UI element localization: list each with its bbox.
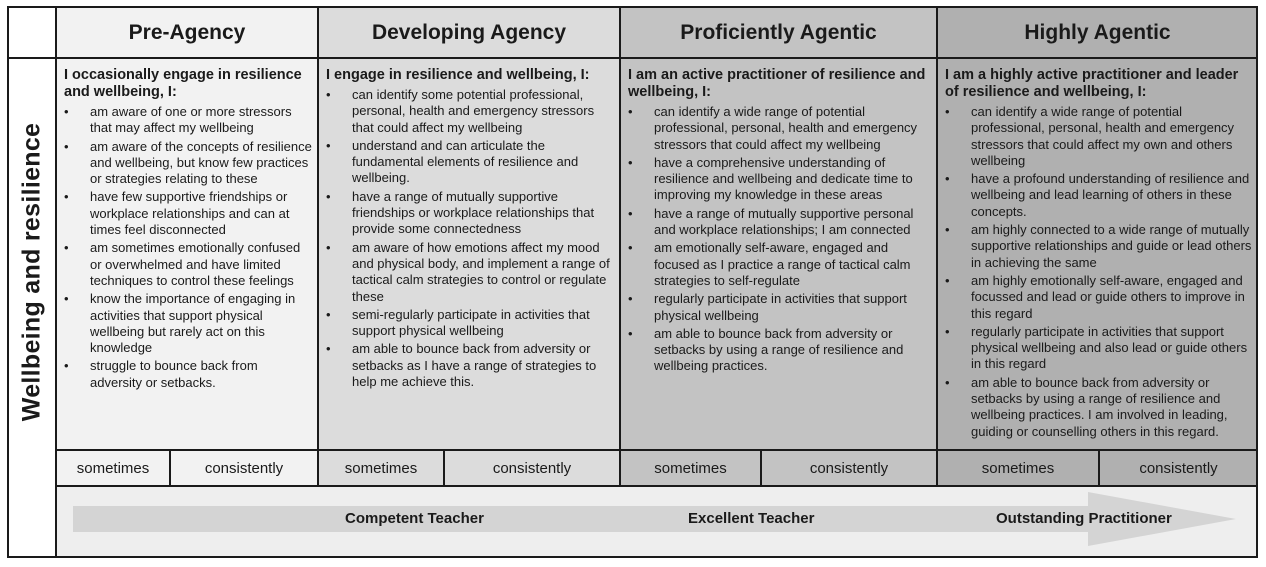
table-border <box>7 6 1258 558</box>
divider <box>56 449 1258 451</box>
heading-highly-agentic: Highly Agentic <box>1024 21 1171 44</box>
heading-developing-agency: Developing Agency <box>371 21 567 44</box>
freq-sometimes-col2: sometimes <box>344 459 418 477</box>
list-item: • am able to bounce back from adversity or setbacks by using a range of resilience and wellbeing practices. I am involved in leading, guiding or counselling others in this regard. <box>945 375 1252 440</box>
descriptor-lead: I am an active practitioner of resilience and wellbeing, I: <box>628 67 926 100</box>
divider <box>1098 450 1100 486</box>
heading-proficiently-agentic: Proficiently Agentic <box>680 21 877 44</box>
list-item: • am aware of the concepts of resilience and wellbeing, but know few practices or strategies relating to these <box>64 139 312 188</box>
list-item: • know the importance of engaging in activities that support physical wellbeing but rarely act on this knowledge <box>64 291 312 356</box>
list-item: • have a comprehensive understanding of resilience and wellbeing and dedicate time to improving my knowledge in these areas <box>628 155 931 204</box>
list-item: • have few supportive friendships or workplace relationships and can at times feel disconnected <box>64 189 312 238</box>
list-item: • am highly emotionally self-aware, engaged and focussed and lead or guide others to improve in this regard <box>945 273 1252 322</box>
list-item: • am highly connected to a wide range of mutually supportive relationships and guide or lead others in achieving the same <box>945 222 1252 271</box>
list-item: • regularly participate in activities that support physical wellbeing and also lead or guide others in this regard <box>945 324 1252 373</box>
freq-consistently-col2: consistently <box>492 459 572 477</box>
label-outstanding-practitioner: Outstanding Practitioner <box>996 510 1172 527</box>
list-item: • am able to bounce back from adversity or setbacks as I have a range of strategies to help me achieve this. <box>326 341 614 390</box>
descriptor-lead: I occasionally engage in resilience and wellbeing, I: <box>64 67 302 100</box>
divider <box>56 485 1258 487</box>
list-item: • am aware of how emotions affect my mood and physical body, and implement a range of tactical calm strategies to control or regulate these <box>326 240 614 305</box>
descriptor-lead: I am a highly active practitioner and leader of resilience and wellbeing, I: <box>945 67 1239 100</box>
freq-sometimes-col4: sometimes <box>981 459 1055 477</box>
divider <box>936 6 938 486</box>
divider <box>619 6 621 486</box>
list-item: • am aware of one or more stressors that may affect my wellbeing <box>64 104 312 137</box>
list-item: • am emotionally self-aware, engaged and focused as I practice a range of tactical calm strategies to self-regulate <box>628 240 931 289</box>
list-item: • understand and can articulate the fundamental elements of resilience and wellbeing. <box>326 138 614 187</box>
list-item: • can identify some potential professional, personal, health and emergency stressors that could affect my wellbeing <box>326 87 614 136</box>
list-item: • am sometimes emotionally confused or overwhelmed and have limited techniques to control these feelings <box>64 240 312 289</box>
list-item: • semi-regularly participate in activities that support physical wellbeing <box>326 307 614 340</box>
divider <box>760 450 762 486</box>
divider <box>7 57 1258 59</box>
list-item: • can identify a wide range of potential professional, personal, health and emergency stressors that could affect my wellbeing <box>628 104 931 153</box>
freq-sometimes-col1: sometimes <box>76 459 150 477</box>
descriptor-lead: I engage in resilience and wellbeing, I: <box>326 67 590 83</box>
divider <box>317 6 319 486</box>
freq-consistently-col3: consistently <box>809 459 889 477</box>
list-item: • have a profound understanding of resilience and wellbeing and lead learning of others in these concepts. <box>945 171 1252 220</box>
freq-consistently-col1: consistently <box>204 459 284 477</box>
freq-sometimes-col3: sometimes <box>654 459 727 477</box>
heading-pre-agency: Pre-Agency <box>128 21 246 44</box>
divider <box>169 450 171 486</box>
list-item: • have a range of mutually supportive personal and workplace relationships; I am connected <box>628 206 931 239</box>
list-item: • regularly participate in activities that support physical wellbeing <box>628 291 931 324</box>
freq-consistently-col4: consistently <box>1139 459 1218 477</box>
divider <box>443 450 445 486</box>
list-item: • struggle to bounce back from adversity or setbacks. <box>64 358 312 391</box>
list-item: • have a range of mutually supportive friendships or workplace relationships that provide some connectedness <box>326 189 614 238</box>
label-competent-teacher: Competent Teacher <box>345 510 484 527</box>
label-excellent-teacher: Excellent Teacher <box>688 510 815 527</box>
list-item: • am able to bounce back from adversity or setbacks by using a range of resilience and wellbeing practices. <box>628 326 931 375</box>
divider <box>55 6 57 558</box>
row-label-text: Wellbeing and resilience <box>17 122 45 422</box>
list-item: • can identify a wide range of potential professional, personal, health and emergency stressors that could affect my own and others wellbeing <box>945 104 1252 169</box>
